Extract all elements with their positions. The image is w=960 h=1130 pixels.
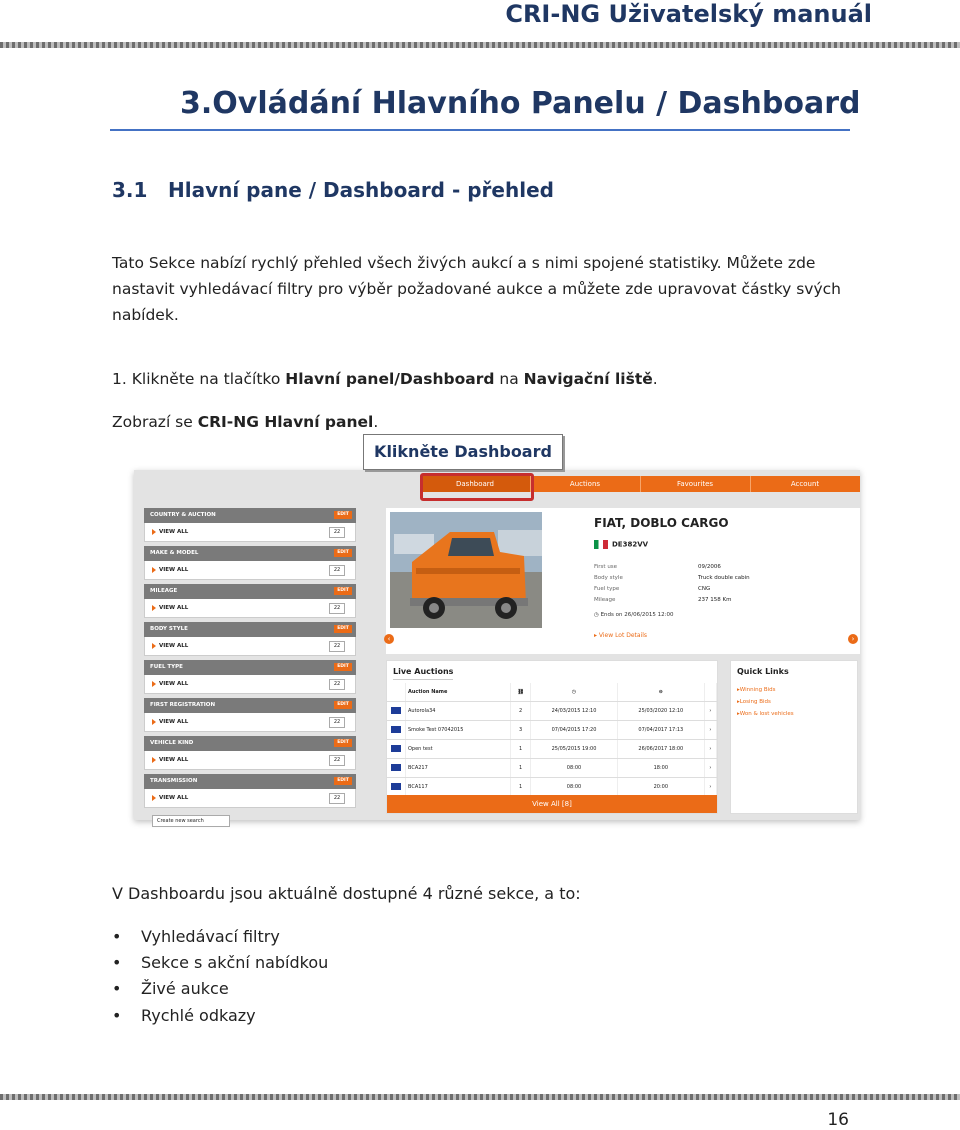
auction-name: BCA217: [406, 759, 511, 778]
filter-count: 22: [329, 679, 345, 690]
bullet-icon: •: [112, 979, 122, 998]
auction-name: Open test: [406, 740, 511, 759]
filter-edit-button[interactable]: EDIT: [334, 663, 352, 671]
subsection-heading: [112, 178, 554, 202]
spec-value: 237 158 Km: [698, 597, 732, 603]
auction-start: 07/04/2015 17:20: [531, 721, 618, 740]
spec-value: Truck double cabin: [698, 575, 750, 581]
eu-flag-icon: [387, 721, 406, 740]
auction-start: 24/03/2015 12:10: [531, 702, 618, 721]
filter-count: 22: [329, 565, 345, 576]
row-chevron-icon: ›: [704, 759, 716, 778]
filter-title: BODY STYLE: [150, 626, 188, 632]
view-all-button[interactable]: View All [8]: [387, 795, 717, 813]
intro-line-1: Tato Sekce nabízí rychlý přehled všech živých aukcí a s nimi spojené statistiky. Můžete zde: [112, 254, 816, 272]
filter-count: 22: [329, 527, 345, 538]
filter-title: MILEAGE: [150, 588, 178, 594]
bullet-text: Živé aukce: [141, 979, 229, 998]
step-end: .: [652, 370, 658, 388]
footer-stripe: [0, 1094, 960, 1100]
nav-tab-dashboard[interactable]: Dashboard: [420, 476, 531, 492]
filter-view-all[interactable]: [144, 789, 356, 808]
col-auction-name: Auction Name: [406, 683, 511, 702]
step-bar-name: Navigační liště: [523, 370, 653, 388]
table-header: [387, 683, 717, 702]
header-stripe: [0, 42, 960, 48]
car-specs: [594, 562, 750, 606]
details-label: View Lot Details: [598, 632, 648, 639]
live-auctions-panel: [386, 660, 718, 814]
dashboard-highlight: [420, 473, 534, 501]
quick-links-title: Quick Links: [737, 667, 789, 676]
filter-count: 22: [329, 717, 345, 728]
spec-row: [594, 562, 750, 573]
featured-lot: [386, 508, 860, 654]
sections-intro: V Dashboardu jsou aktuálně dostupné 4 různé sekce, a to:: [112, 884, 581, 903]
filter-count: 22: [329, 793, 345, 804]
live-auctions-table: [387, 683, 717, 797]
shows-name: CRI-NG Hlavní panel: [197, 413, 374, 431]
bullet-item: [112, 953, 328, 972]
auction-start: 08:00: [531, 778, 618, 797]
next-arrow-icon[interactable]: ›: [848, 634, 858, 644]
step-mid: na: [494, 370, 524, 388]
filter-row-label: VIEW ALL: [159, 643, 189, 649]
car-icon: ⛓: [511, 683, 531, 702]
auction-end: 20:00: [617, 778, 704, 797]
filter-view-all[interactable]: [144, 599, 356, 618]
auction-lots: 1: [511, 759, 531, 778]
filter-edit-button[interactable]: EDIT: [334, 777, 352, 785]
bullet-item: [112, 927, 280, 946]
end-icon: ⊖: [617, 683, 704, 702]
nav-tab-auctions[interactable]: Auctions: [530, 476, 641, 492]
spec-label: First use: [594, 564, 618, 570]
callout-box: Klikněte Dashboard: [363, 434, 563, 470]
table-row[interactable]: [387, 759, 717, 778]
table-row[interactable]: [387, 702, 717, 721]
auction-start: 25/05/2015 19:00: [531, 740, 618, 759]
auction-start: 08:00: [531, 759, 618, 778]
auction-end: ◷ Ends on 26/06/2015 12:00: [594, 612, 674, 618]
spec-value: CNG: [698, 586, 711, 592]
auction-lots: 1: [511, 778, 531, 797]
quick-link-won-lost[interactable]: ▸ Won & lost vehicles: [737, 711, 794, 717]
filter-header: [144, 660, 356, 675]
shows-text: [112, 413, 378, 431]
bullet-text: Sekce s akční nabídkou: [141, 953, 329, 972]
prev-arrow-icon[interactable]: ‹: [384, 634, 394, 644]
car-photo: [390, 512, 542, 628]
filter-row-label: VIEW ALL: [159, 605, 189, 611]
registration: [594, 540, 648, 549]
filter-header: [144, 622, 356, 637]
filter-title: FIRST REGISTRATION: [150, 702, 216, 708]
auction-name: Autorola34: [406, 702, 511, 721]
car-title[interactable]: FIAT, DOBLO CARGO: [594, 516, 729, 530]
spec-row: [594, 584, 750, 595]
nav-tab-account[interactable]: Account: [790, 480, 820, 488]
filter-edit-button[interactable]: EDIT: [334, 549, 352, 557]
step-button-name: Hlavní panel/Dashboard: [285, 370, 495, 388]
step-instruction: [112, 370, 658, 388]
quick-link-losing[interactable]: ▸ Losing Bids: [737, 699, 771, 705]
filter-edit-button[interactable]: EDIT: [334, 587, 352, 595]
auction-name: BCA117: [406, 778, 511, 797]
filter-view-all[interactable]: [144, 713, 356, 732]
filter-header: [144, 774, 356, 789]
spec-label: Body style: [594, 575, 623, 581]
table-row[interactable]: [387, 721, 717, 740]
spec-label: Mileage: [594, 597, 616, 603]
spec-row: [594, 595, 750, 606]
auction-end: 18:00: [617, 759, 704, 778]
step-pre: Klikněte na tlačítko: [131, 370, 286, 388]
page-number: 16: [827, 1110, 849, 1130]
filter-row-label: VIEW ALL: [159, 567, 189, 573]
view-lot-details-link[interactable]: ▸ View Lot Details: [594, 632, 648, 639]
row-chevron-icon: ›: [704, 702, 716, 721]
bullet-text: Rychlé odkazy: [141, 1006, 256, 1025]
eu-flag-icon: [387, 759, 406, 778]
filter-count: 22: [329, 755, 345, 766]
filter-title: TRANSMISSION: [150, 778, 198, 784]
auction-lots: 2: [511, 702, 531, 721]
bullet-icon: •: [112, 1006, 122, 1025]
shows-pre: Zobrazí se: [112, 413, 198, 431]
filter-row-label: VIEW ALL: [159, 795, 189, 801]
quick-link-winning[interactable]: ▸ Winning Bids: [737, 687, 776, 693]
table-row[interactable]: [387, 778, 717, 797]
auction-end: 26/06/2017 18:00: [617, 740, 704, 759]
header-title: CRI-NG Uživatelský manuál: [505, 0, 872, 28]
filter-header: [144, 546, 356, 561]
filter-title: FUEL TYPE: [150, 664, 183, 670]
auction-lots: 1: [511, 740, 531, 759]
filter-row-label: VIEW ALL: [159, 681, 189, 687]
row-chevron-icon: ›: [704, 740, 716, 759]
bullet-item: [112, 1006, 256, 1025]
filter-view-all[interactable]: [144, 561, 356, 580]
search-select[interactable]: Create new search: [152, 815, 230, 827]
italy-flag-icon: [594, 540, 608, 549]
filter-header: [144, 736, 356, 751]
filter-header: [144, 698, 356, 713]
filter-edit-button[interactable]: EDIT: [334, 701, 352, 709]
intro-line-2: nastavit vyhledávací filtry pro výběr požadované aukce a můžete zde upravovat částky svých: [112, 280, 841, 298]
filter-edit-button[interactable]: EDIT: [334, 511, 352, 519]
spec-label: Fuel type: [594, 586, 620, 592]
live-auctions-title: Live Auctions: [393, 667, 453, 680]
step-number: 1.: [112, 370, 127, 388]
quick-links-panel: [730, 660, 858, 814]
filter-edit-button[interactable]: EDIT: [334, 739, 352, 747]
registration-number: DE382VV: [612, 540, 649, 549]
filter-header: [144, 584, 356, 599]
section-heading: 3.Ovládání Hlavního Panelu / Dashboard: [180, 86, 861, 121]
nav-tab-favourites[interactable]: Favourites: [640, 476, 751, 492]
spec-row: [594, 573, 750, 584]
filter-count: 22: [329, 641, 345, 652]
table-row[interactable]: [387, 740, 717, 759]
subsection-title: Hlavní pane / Dashboard - přehled: [168, 178, 554, 202]
filter-edit-button[interactable]: EDIT: [334, 625, 352, 633]
bullet-icon: •: [112, 927, 122, 946]
ends-text: Ends on 26/06/2015 12:00: [600, 612, 674, 618]
row-chevron-icon: ›: [704, 778, 716, 797]
row-chevron-icon: ›: [704, 721, 716, 740]
bullet-icon: •: [112, 953, 122, 972]
filter-row-label: VIEW ALL: [159, 719, 189, 725]
filter-view-all[interactable]: [144, 637, 356, 656]
heading-rule: [110, 129, 850, 131]
eu-flag-icon: [387, 740, 406, 759]
auction-name: Smoke Test 07042015: [406, 721, 511, 740]
filter-view-all[interactable]: [144, 751, 356, 770]
filter-row-label: VIEW ALL: [159, 757, 189, 763]
filter-view-all[interactable]: [144, 523, 356, 542]
eu-flag-icon: [387, 702, 406, 721]
filter-panel: [144, 508, 356, 812]
filter-header: [144, 508, 356, 523]
filter-title: COUNTRY & AUCTION: [150, 512, 216, 518]
filter-view-all[interactable]: [144, 675, 356, 694]
eu-flag-icon: [387, 778, 406, 797]
shows-end: .: [373, 413, 379, 431]
clock-icon: ◷: [531, 683, 618, 702]
filter-title: VEHICLE KIND: [150, 740, 194, 746]
filter-row-label: VIEW ALL: [159, 529, 189, 535]
auction-end: 07/04/2017 17:13: [617, 721, 704, 740]
auction-lots: 3: [511, 721, 531, 740]
bullet-item: [112, 979, 229, 998]
spec-value: 09/2006: [698, 564, 721, 570]
bullet-text: Vyhledávací filtry: [141, 927, 280, 946]
dashboard-screenshot: [134, 470, 860, 824]
filter-count: 22: [329, 603, 345, 614]
auction-end: 25/03/2020 12:10: [617, 702, 704, 721]
subsection-number: 3.1: [112, 178, 148, 202]
filter-title: MAKE & MODEL: [150, 550, 199, 556]
intro-line-3: nabídek.: [112, 306, 179, 324]
